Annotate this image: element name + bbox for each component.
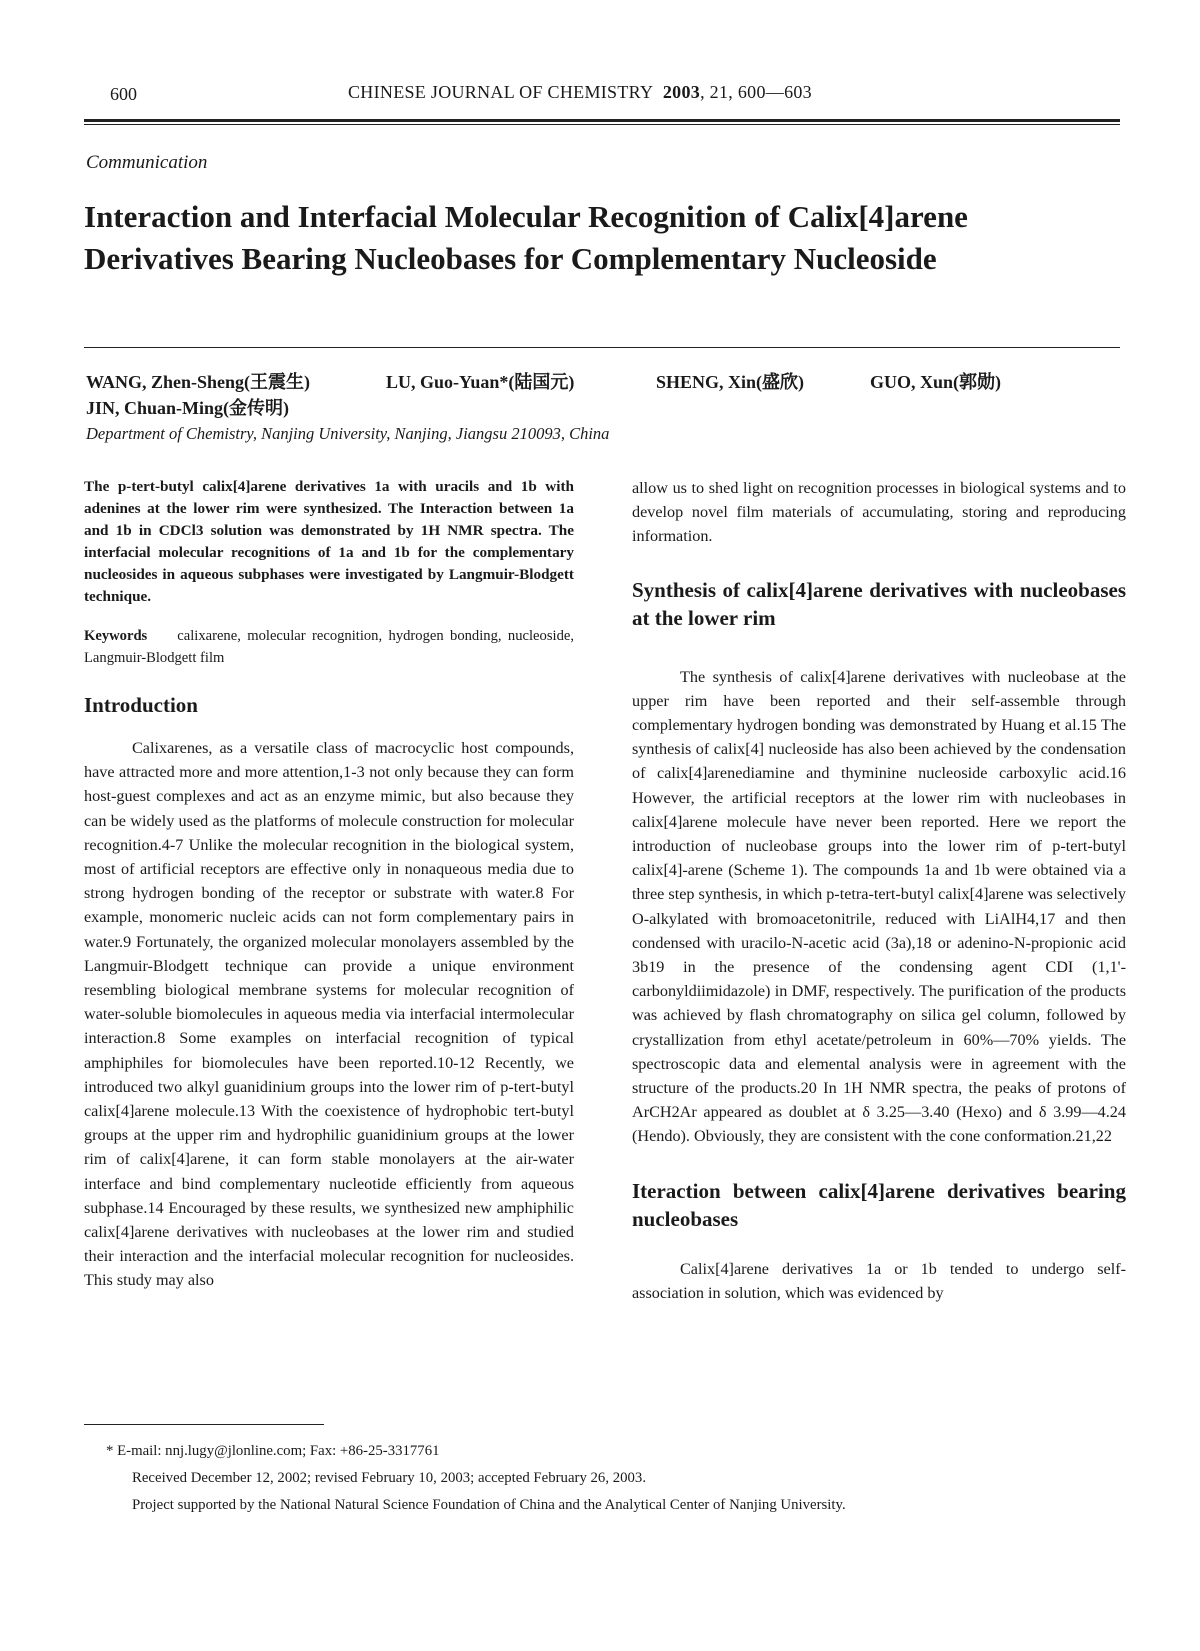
introduction-continuation: allow us to shed light on recognition processes in biological systems and to develop novel film materials of accumulating, storing and reproducing information. [632, 479, 1126, 546]
title-rule [84, 347, 1120, 348]
footnotes [106, 1438, 846, 1519]
interaction-body: Calix[4]arene derivatives 1a or 1b tended to undergo self-association in solution, which was evidenced by [632, 1259, 1126, 1302]
interaction-heading: Iteraction between calix[4]arene derivatives bearing nucleobases [632, 1178, 1126, 1231]
journal-volume-pages: , 21, 600—603 [700, 82, 812, 102]
keywords-label: Keywords [84, 628, 148, 644]
page-number: 600 [110, 84, 137, 104]
journal-year: 2003 [662, 82, 701, 102]
author-4: GUO, Xun(郭勋) [870, 372, 1002, 392]
author-1: WANG, Zhen-Sheng(王震生) [86, 372, 311, 392]
introduction-body: Calixarenes, as a versatile class of macrocyclic host compounds, have attracted more and more attention,1-3 not only because they can form host-guest complexes and act as an enzyme mimic, but also because they can be widely used as the platforms of molecule construction for molecular recognition.4-7 Unlike the molecular recognition in the biological system, most of artificial receptors are effective only in nonaqueous media due to strong hydrogen bonding of the receptor or substrate with water.8 For example, monomeric nucleic acids can not form complementary pairs in water.9 Fortunately, the organized molecular monolayers assembled by the Langmuir-Blodgett technique can provide a unique environment resembling biological membrane systems for molecular recognition of water-soluble biomolecules in aqueous media via interfacial intermolecular interaction.8 Some examples on interfacial recognition of typical amphiphiles for biomolecules have been reported.10-12 Recently, we introduced two alkyl guanidinium groups into the lower rim of p-tert-butyl calix[4]arene molecule.13 With the coexistence of hydrophobic tert-butyl groups at the upper rim and hydrophilic guanidinium groups at the lower rim of calix[4]arene, it can form stable monolayers at the air-water interface and bind complementary nucleotide efficiently from aqueous subphase.14 Encouraged by these results, we synthesized new amphiphilic calix[4]arene derivatives with nucleobases at the lower rim and studied their interaction and the interfacial molecular recognition for nucleosides. This study may also [84, 739, 574, 1290]
header-rule [84, 119, 1120, 122]
synthesis-heading: Synthesis of calix[4]arene derivatives with nucleobases at the lower rim [632, 577, 1126, 630]
running-header [84, 80, 1120, 110]
abstract: The p-tert-butyl calix[4]arene derivatives 1a with uracils and 1b with adenines at the lower rim were synthesized. The Interaction between 1a and 1b in CDCl3 solution was demonstrated by 1H NMR spectra. The interfacial molecular recognitions of 1a and 1b for the complementary nucleosides in aqueous subphases were investigated by Langmuir-Blodgett technique. [84, 478, 574, 605]
right-column [632, 476, 1126, 1305]
footnote-rule [84, 1424, 324, 1425]
introduction-heading: Introduction [84, 693, 198, 717]
author-5: JIN, Chuan-Ming(金传明) [86, 398, 290, 418]
journal-name: CHINESE JOURNAL OF CHEMISTRY [348, 82, 654, 102]
footnote-email: * E-mail: nnj.lugy@jlonline.com; Fax: +86-25-3317761 [106, 1443, 440, 1459]
keywords [84, 625, 574, 669]
synthesis-body: The synthesis of calix[4]arene derivatives with nucleobase at the upper rim have been reported and their self-assemble through complementary hydrogen bonding was demonstrated by Huang et al.15 The synthesis of calix[4] nucleoside has also been achieved by the condensation of calix[4]arenediamine and thyminine nucleoside carboxylic acid.16 However, the artificial receptors at the lower rim with nucleobases in calix[4]arene molecule have never been reported. Here we report the introduction of nucleobase groups into the lower rim of p-tert-butyl calix[4]-arene (Scheme 1). The compounds 1a and 1b were obtained via a three step synthesis, in which p-tetra-tert-butyl calix[4]arene was selectively O-alkylated with bromoacetonitrile, reduced with LiAlH4,17 and then condensed with uracilo-N-acetic acid (3a),18 or adenino-N-propionic acid 3b19 in the presence of the condensing agent CDI (1,1'-carbonyldiimidazole) in DMF, respectively. The purification of the products was achieved by flash chromatography on silica gel column, followed by crystallization from ethyl acetate/petroleum in 60%—70% yields. The spectroscopic data and elemental analysis were in agreement with the structure of the products.20 In 1H NMR spectra, the peaks of protons of ArCH2Ar appeared as doublet at δ 3.25—3.40 (Hexo) and δ 3.99—4.24 (Hendo). Obviously, they are consistent with the cone conformation.21,22 [632, 667, 1126, 1146]
author-list [86, 369, 1126, 421]
author-2: LU, Guo-Yuan*(陆国元) [386, 372, 575, 392]
journal-citation [348, 82, 812, 103]
author-3: SHENG, Xin(盛欣) [656, 372, 805, 392]
footnote-funding: Project supported by the National Natural Science Foundation of China and the Analytical Center of Nanjing University. [132, 1497, 846, 1513]
affiliation: Department of Chemistry, Nanjing University, Nanjing, Jiangsu 210093, China [86, 424, 610, 443]
footnote-received: Received December 12, 2002; revised February 10, 2003; accepted February 26, 2003. [132, 1470, 647, 1486]
article-title: Interaction and Interfacial Molecular Recognition of Calix[4]arene Derivatives Bearing Nucleobases for Complementary Nucleoside [84, 199, 968, 276]
article-type: Communication [86, 152, 208, 173]
keywords-text: calixarene, molecular recognition, hydrogen bonding, nucleoside, Langmuir-Blodgett film [84, 628, 574, 666]
left-column [84, 476, 574, 1293]
header-rule-thin [84, 124, 1120, 125]
